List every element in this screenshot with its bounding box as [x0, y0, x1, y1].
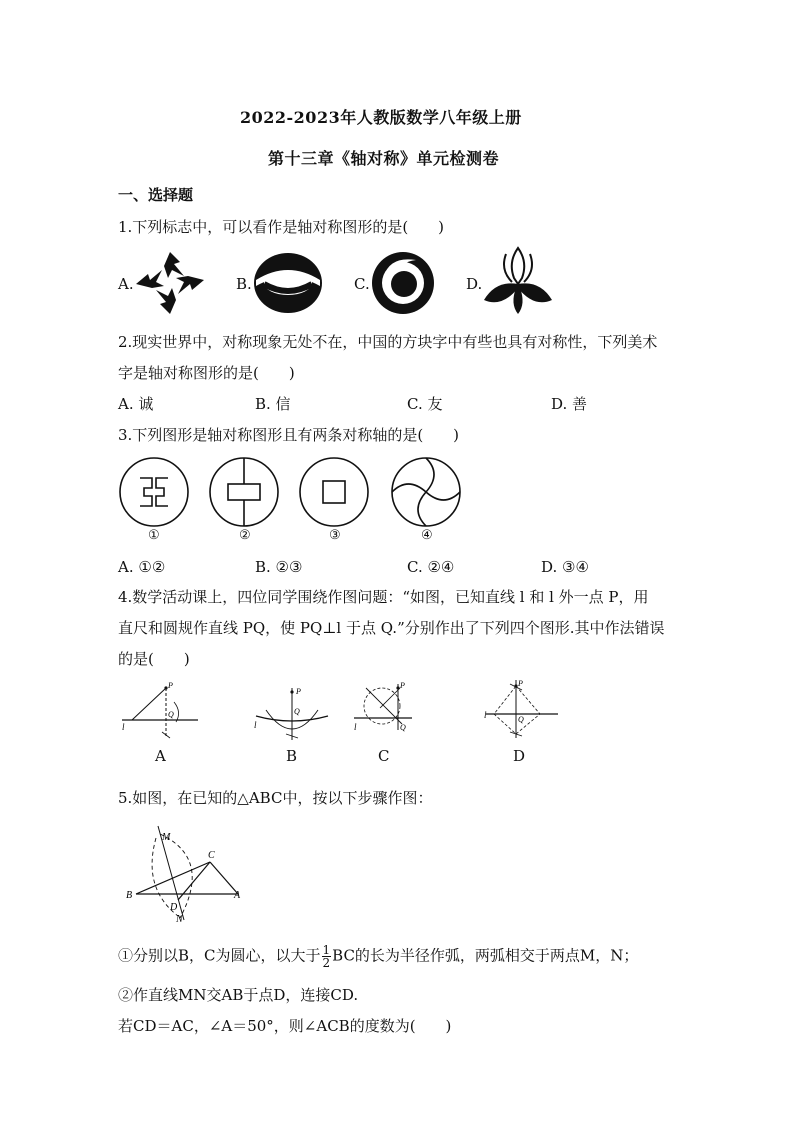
question-4-line1: 4.数学活动课上，四位同学围绕作图问题：“如图，已知直线 l 和 l 外一点 P，用	[118, 588, 649, 606]
q1-logo-d-petals	[480, 244, 556, 316]
q5-label-m: M	[162, 832, 171, 843]
q5-label-d: D	[170, 902, 178, 913]
q5-step-1-post: BC的长为半径作弧，两弧相交于两点M，N；	[332, 946, 639, 965]
q5-frac-num: 1	[322, 943, 331, 957]
q5-label-c: C	[208, 850, 215, 861]
q1-logo-c-swirl	[370, 250, 436, 316]
q1-option-a-label: A.	[118, 275, 134, 293]
title-chapter: 第十三章《轴对称》单元检测卷	[268, 149, 500, 168]
q3-figure-4-label: ④	[421, 528, 433, 543]
q3-figure-2-label: ②	[239, 528, 251, 543]
q4-figure-c-label[interactable]: C	[378, 747, 390, 765]
question-1-stem: 1.下列标志中，可以看作是轴对称图形的是( )	[118, 218, 445, 236]
q4-figure-b	[250, 680, 334, 744]
q4d-q-label: Q	[518, 715, 524, 724]
q4-figure-d	[478, 676, 562, 740]
q4b-q-label: Q	[294, 707, 300, 716]
q1-option-d-label: D.	[466, 275, 483, 293]
q3-option-d[interactable]: D. ③④	[541, 558, 589, 576]
title-main: 2022-2023年人教版数学八年级上册	[240, 108, 522, 127]
q4-figure-b-label[interactable]: B	[286, 747, 298, 765]
q5-step-1	[118, 944, 638, 969]
q2-option-d[interactable]: D. 善	[551, 395, 588, 413]
section-heading: 一、选择题	[118, 186, 194, 204]
q3-figure-3-label: ③	[329, 528, 341, 543]
q4c-p-label: P	[400, 681, 405, 690]
q1-logo-a-stars	[134, 250, 206, 316]
q3-option-b[interactable]: B. ②③	[255, 558, 303, 576]
q5-step-1-pre: ①分别以B，C为圆心，以大于	[118, 946, 321, 965]
q4b-p-label: P	[296, 687, 301, 696]
q5-label-n: N	[176, 914, 183, 925]
q2-option-c[interactable]: C. 友	[407, 395, 443, 413]
q4a-l-label: l	[122, 722, 125, 732]
q1-option-b-label: B.	[236, 275, 252, 293]
q3-figure-3	[298, 456, 370, 528]
question-2-line2: 字是轴对称图形的是( )	[118, 364, 295, 382]
q4c-l-label: l	[354, 722, 357, 732]
question-2-line1: 2.现实世界中，对称现象无处不在，中国的方块字中有些也具有对称性，下列美术	[118, 333, 658, 351]
q3-figure-1	[118, 456, 190, 528]
q4-figure-d-label[interactable]: D	[513, 747, 526, 765]
q4a-p-label: P	[168, 681, 173, 690]
question-4-line3: 的是( )	[118, 650, 190, 668]
q5-condition: 若CD＝AC，∠A＝50°，则∠ACB的度数为( )	[118, 1017, 452, 1035]
question-4-line2: 直尺和圆规作直线 PQ，使 PQ⊥l 于点 Q.”分别作出了下列四个图形.其中作法错误	[118, 619, 665, 637]
q4a-q-label: Q	[168, 710, 174, 719]
q5-label-b: B	[126, 890, 133, 901]
q4c-q-label: Q	[400, 723, 406, 732]
q4-figure-c	[350, 678, 434, 742]
q2-option-b[interactable]: B. 信	[255, 395, 291, 413]
q5-frac-den: 2	[322, 956, 331, 970]
q3-option-a[interactable]: A. ①②	[118, 558, 166, 576]
question-5-stem: 5.如图，在已知的△ABC中，按以下步骤作图：	[118, 789, 433, 807]
q1-logo-b-rings	[250, 250, 326, 316]
q1-option-c-label: C.	[354, 275, 370, 293]
q2-option-a[interactable]: A. 诚	[118, 395, 154, 413]
q4b-l-label: l	[254, 720, 257, 730]
q5-fraction-half	[322, 944, 332, 969]
q3-figure-4	[390, 456, 462, 528]
question-3-stem: 3.下列图形是轴对称图形且有两条对称轴的是( )	[118, 426, 460, 444]
q4-figure-a-label[interactable]: A	[155, 747, 166, 765]
q4d-p-label: P	[518, 679, 523, 688]
q3-figure-1-label: ①	[148, 528, 160, 543]
q5-label-a: A	[234, 890, 241, 901]
q4d-l-label: l	[484, 710, 487, 720]
q4-figure-a	[118, 680, 202, 744]
q5-triangle-figure	[122, 818, 252, 928]
q3-option-c[interactable]: C. ②④	[407, 558, 455, 576]
q3-figure-2	[208, 456, 280, 528]
q5-step-2: ②作直线MN交AB于点D，连接CD.	[118, 986, 359, 1004]
